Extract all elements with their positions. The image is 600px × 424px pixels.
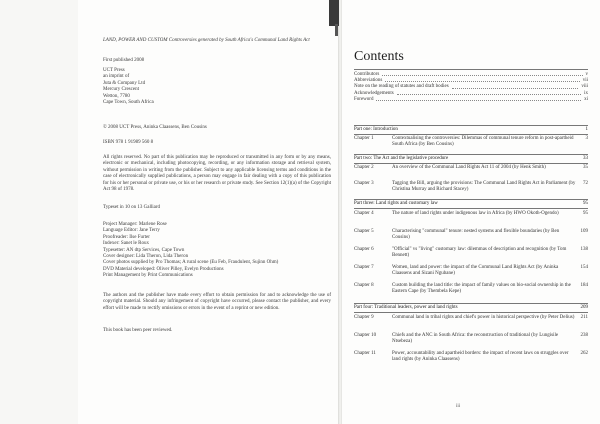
part-title: Part one: Introduction bbox=[354, 127, 398, 132]
part-heading[interactable] bbox=[354, 201, 588, 207]
chapter-title: Tagging the Bill, arguing the provisions: The Communal Land Rights Act in Parliament (by Christina Murray and Richard Stacey) bbox=[392, 181, 576, 193]
part-title: Part two: The Act and the legislative procedure bbox=[354, 156, 449, 161]
chapter-entry[interactable] bbox=[354, 283, 588, 295]
chapter-title: Women, land and power: the impact of the Communal Land Rights Act (by Aninka Claassens and Sizani Ngubane) bbox=[392, 265, 559, 277]
chapter-page: 3 bbox=[585, 136, 588, 141]
credit-line: DVD Material developed: Oliver Pilley, Evelyn Productions bbox=[103, 266, 224, 272]
front-matter-label: Contributors bbox=[354, 72, 380, 77]
page-edge-mark-small bbox=[335, 24, 338, 36]
chapter-number: Chapter 2 bbox=[354, 165, 374, 170]
part-page: 209 bbox=[580, 305, 588, 310]
publisher-address bbox=[103, 68, 331, 106]
chapter-entry[interactable] bbox=[354, 136, 588, 148]
front-matter-list bbox=[354, 72, 588, 103]
chapter-number: Chapter 6 bbox=[354, 247, 374, 252]
chapter-number: Chapter 10 bbox=[354, 333, 377, 338]
front-matter-page: vii bbox=[582, 78, 588, 84]
chapter-entry[interactable] bbox=[354, 351, 588, 363]
contents-rule bbox=[354, 69, 588, 70]
front-matter-label: Acknowledgements bbox=[354, 90, 394, 96]
chapter-page: 211 bbox=[580, 315, 588, 320]
chapter-title: Communal land in tribal rights and chief's power in historical perspective (by Peter Delius) bbox=[392, 315, 575, 320]
chapter-page: 154 bbox=[580, 265, 588, 270]
production-credits bbox=[103, 222, 331, 280]
typeset-line: Typeset in 10 on 13 Galliard bbox=[103, 205, 160, 210]
chapter-entry[interactable] bbox=[354, 211, 588, 217]
rights-statement: All rights reserved. No part of this publication may be reproduced or transmitted in any form or by any means, electronic or mechanical, including photocopying, recording, or any information storage and retrieval system, without permission in writing from the publisher. Subject to any applicable licensing terms and conditions in the case of electronically supplied publications, a person may engage in fair dealing with a copy of this publication for his or her personal or private use, or his or her research or private study. See Section 12(1)(a) of the Copyright Act 98 of 1978. bbox=[103, 155, 331, 193]
chapter-number: Chapter 9 bbox=[354, 315, 374, 320]
leader-dots bbox=[397, 91, 581, 95]
chapter-number: Chapter 7 bbox=[354, 265, 374, 270]
chapter-entry[interactable] bbox=[354, 265, 588, 277]
credit-line: Print Management by Print Communications bbox=[103, 273, 193, 279]
copyright-line: © 2008 UCT Press, Aninka Claassens, Ben Cousins bbox=[103, 125, 207, 130]
credit-line: Indexer: Sanet le Roux bbox=[103, 241, 149, 247]
first-published: First published 2008 bbox=[103, 58, 145, 63]
chapter-title: Chiefs and the ANC in South Africa: the reconstruction of traditional (by Lungisile Ntsebeza) bbox=[392, 333, 559, 345]
permissions-notice: The authors and the publisher have made every effort to obtain permission for and to acknowledge the use of copyright material. Should any infringement of copyright have occurred, please contact the publisher, and every effort will be made to rectify omissions or errors in the event of a reprint or new edition. bbox=[103, 293, 331, 311]
chapter-number: Chapter 3 bbox=[354, 181, 374, 186]
leader-dots bbox=[376, 97, 581, 101]
credit-line: Cover photos supplied by Pro Thomas; A rural scene (Eu Feb, Fraudulent, Sujinn Ohm) bbox=[103, 260, 279, 266]
chapter-title: Power, accountability and apartheid borders: the impact of recent laws on struggles over land rights (by Aninka Claassens) bbox=[392, 351, 569, 363]
front-matter-page: ix bbox=[584, 90, 588, 96]
chapter-page: 109 bbox=[580, 229, 588, 234]
chapter-number: Chapter 11 bbox=[354, 351, 376, 356]
address-line: UCT Press bbox=[103, 68, 125, 73]
part-rule bbox=[354, 125, 588, 126]
part-title: Part three: Land rights and customary law bbox=[354, 201, 438, 206]
chapter-number: Chapter 1 bbox=[354, 136, 374, 141]
chapter-page: 138 bbox=[580, 247, 588, 252]
chapter-number: Chapter 8 bbox=[354, 283, 374, 288]
credit-line: Language Editor: Jane Terry bbox=[103, 228, 160, 234]
page-edge-mark bbox=[329, 0, 339, 26]
part-heading[interactable] bbox=[354, 127, 588, 133]
part-rule bbox=[354, 163, 588, 164]
address-line: Mercury Crescent bbox=[103, 87, 139, 93]
isbn-line: ISBN 978 1 91989 560 8 bbox=[103, 140, 154, 145]
book-gutter bbox=[338, 0, 342, 424]
part-heading[interactable] bbox=[354, 156, 588, 162]
chapter-number: Chapter 5 bbox=[354, 229, 374, 234]
chapter-entry[interactable] bbox=[354, 165, 588, 171]
front-matter-page: xi bbox=[584, 96, 588, 102]
front-matter-label: Foreword bbox=[354, 96, 374, 102]
chapter-entry[interactable] bbox=[354, 181, 588, 193]
chapter-page: 72 bbox=[583, 181, 588, 186]
part-rule bbox=[354, 199, 588, 200]
chapter-page: 238 bbox=[580, 333, 588, 338]
address-line: Juta & Company Ltd bbox=[103, 80, 146, 86]
front-matter-label: Abbreviations bbox=[354, 78, 383, 84]
chapter-page: 95 bbox=[583, 211, 588, 216]
part-rule bbox=[354, 312, 588, 313]
front-matter-item[interactable] bbox=[354, 97, 588, 103]
part-rule bbox=[354, 154, 588, 155]
chapter-title: The nature of land rights under indigenous law in Africa (by HWO Okoth-Ogendo) bbox=[392, 211, 559, 216]
chapter-number: Chapter 4 bbox=[354, 211, 374, 216]
part-rule bbox=[354, 208, 588, 209]
chapter-title: Characterising "communal" tenure: nested systems and flexible boundaries (by Ben Cousins) bbox=[392, 229, 560, 241]
page-folio: iii bbox=[456, 404, 461, 409]
leader-dots bbox=[382, 72, 582, 76]
leader-dots bbox=[385, 78, 579, 82]
credit-line: Typesetter: AN dtp Services, Cape Town bbox=[103, 247, 185, 253]
part-rule bbox=[354, 134, 588, 135]
part-page: 95 bbox=[583, 201, 588, 206]
front-matter-label: Note on the reading of statutes and draft bodies bbox=[354, 84, 449, 90]
chapter-title: Contextualising the controversies: Dilemmas of communal tenure reform in post-apartheid South Africa (by Ben Cousins) bbox=[392, 136, 574, 148]
part-title: Part four: Traditional leaders, power and land rights bbox=[354, 305, 458, 310]
part-page: 33 bbox=[583, 156, 588, 161]
front-matter-page: v bbox=[585, 72, 588, 77]
part-rule bbox=[354, 303, 588, 304]
address-line: Cape Town, South Africa bbox=[103, 100, 154, 106]
front-matter-page: viii bbox=[581, 84, 588, 90]
part-page: 1 bbox=[585, 127, 588, 132]
chapter-title: Custom building the land title: the impact of family values on bio-social ownership in the Eastern Cape (by Thembela Kepe) bbox=[392, 283, 571, 295]
contents-heading: Contents bbox=[354, 49, 404, 64]
book-title: LAND, POWER AND CUSTOM Controversies generated by South Africa's Communal Land Rights Act bbox=[103, 38, 310, 43]
credit-line: Project Manager: Marlene Rose bbox=[103, 222, 167, 227]
chapter-entry[interactable] bbox=[354, 247, 588, 259]
address-line: Wetton, 7780 bbox=[103, 93, 130, 99]
chapter-entry[interactable] bbox=[354, 315, 588, 321]
part-heading[interactable] bbox=[354, 305, 588, 311]
address-line: an imprint of bbox=[103, 74, 130, 80]
chapter-entry[interactable] bbox=[354, 333, 588, 345]
credit-line: Proofreader: Ilse Furter bbox=[103, 234, 150, 240]
peer-review-note: This book has been peer reviewed. bbox=[103, 328, 173, 333]
chapter-page: 262 bbox=[580, 351, 588, 356]
chapter-page: 35 bbox=[583, 165, 588, 170]
chapter-page: 184 bbox=[580, 283, 588, 288]
chapter-title: "Official" vs "living" customary law: dilemmas of description and recognition (by Tom Bennett) bbox=[392, 247, 567, 259]
chapter-title: An overview of the Communal Land Rights Act 11 of 2004 (by Henk Smith) bbox=[392, 165, 546, 170]
chapter-entry[interactable] bbox=[354, 229, 588, 241]
leader-dots bbox=[452, 84, 579, 88]
credit-line: Cover designer: Lida Theron, Lida Theron bbox=[103, 254, 189, 260]
